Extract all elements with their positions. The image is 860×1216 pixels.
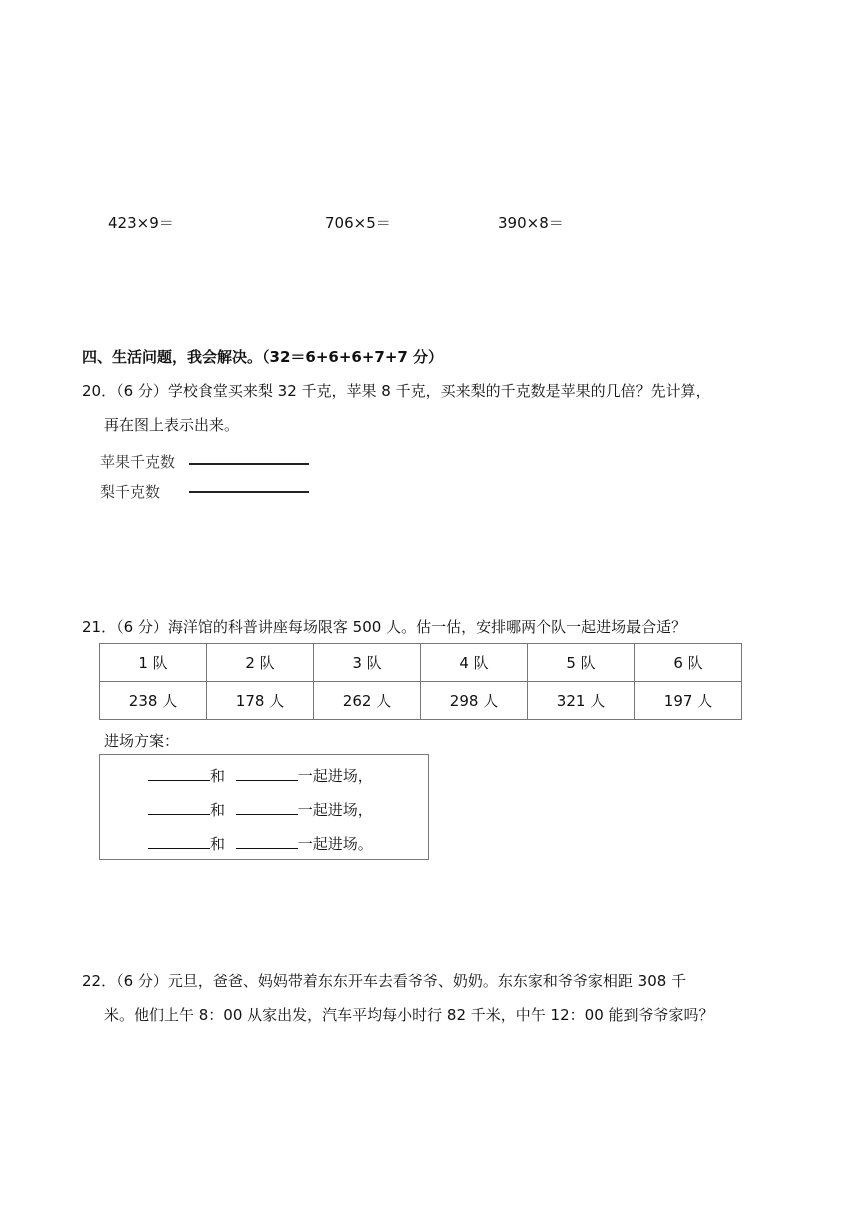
bar-line-apple bbox=[189, 463, 309, 465]
team-header: 2 队 bbox=[207, 644, 314, 682]
plan-box bbox=[99, 754, 429, 860]
answer-blank[interactable] bbox=[236, 834, 298, 849]
answer-blank[interactable] bbox=[236, 766, 298, 781]
team-count: 197 人 bbox=[635, 682, 742, 720]
team-header: 6 队 bbox=[635, 644, 742, 682]
and-text: 和 bbox=[210, 767, 226, 785]
plan-line-3 bbox=[148, 833, 373, 854]
team-table bbox=[99, 643, 742, 720]
team-count: 321 人 bbox=[528, 682, 635, 720]
plan-text: 一起进场， bbox=[297, 801, 373, 819]
and-text: 和 bbox=[210, 801, 226, 819]
question-22-line2: 米。他们上午 8：00 从家出发，汽车平均每小时行 82 千米，中午 12：00 能到爷爷家吗？ bbox=[104, 1006, 714, 1024]
section-title: 四、生活问题，我会解决。（32＝6+6+6+7+7 分） bbox=[82, 348, 444, 366]
answer-blank[interactable] bbox=[148, 766, 210, 781]
calc-item-3: 390×8＝ bbox=[498, 214, 564, 232]
question-20-line2: 再在图上表示出来。 bbox=[104, 416, 240, 434]
plan-text: 一起进场， bbox=[297, 767, 373, 785]
bar-label-apple: 苹果千克数 bbox=[100, 453, 176, 471]
question-21-text: 21．（6 分）海洋馆的科普讲座每场限客 500 人。估一估，安排哪两个队一起进场最合适？ bbox=[82, 618, 687, 636]
bar-label-pear: 梨千克数 bbox=[100, 483, 161, 501]
team-count: 178 人 bbox=[207, 682, 314, 720]
calc-item-1: 423×9＝ bbox=[108, 214, 174, 232]
team-count: 238 人 bbox=[100, 682, 207, 720]
question-22-line1: 22．（6 分）元旦，爸爸、妈妈带着东东开车去看爷爷、奶奶。东东家和爷爷家相距 308 千 bbox=[82, 972, 687, 990]
plan-line-2 bbox=[148, 799, 373, 820]
and-text: 和 bbox=[210, 835, 226, 853]
plan-label: 进场方案： bbox=[104, 732, 180, 750]
question-20-line1: 20．（6 分）学校食堂买来梨 32 千克，苹果 8 千克，买来梨的千克数是苹果的几倍？先计算， bbox=[82, 382, 711, 400]
answer-blank[interactable] bbox=[148, 800, 210, 815]
answer-blank[interactable] bbox=[236, 800, 298, 815]
team-count: 262 人 bbox=[314, 682, 421, 720]
team-count: 298 人 bbox=[421, 682, 528, 720]
team-header: 5 队 bbox=[528, 644, 635, 682]
team-header: 1 队 bbox=[100, 644, 207, 682]
table-row bbox=[100, 644, 742, 682]
team-header: 4 队 bbox=[421, 644, 528, 682]
team-header: 3 队 bbox=[314, 644, 421, 682]
answer-blank[interactable] bbox=[148, 834, 210, 849]
bar-line-pear bbox=[189, 491, 309, 493]
plan-text: 一起进场。 bbox=[297, 835, 373, 853]
calc-item-2: 706×5＝ bbox=[325, 214, 391, 232]
table-row bbox=[100, 682, 742, 720]
plan-line-1 bbox=[148, 765, 373, 786]
